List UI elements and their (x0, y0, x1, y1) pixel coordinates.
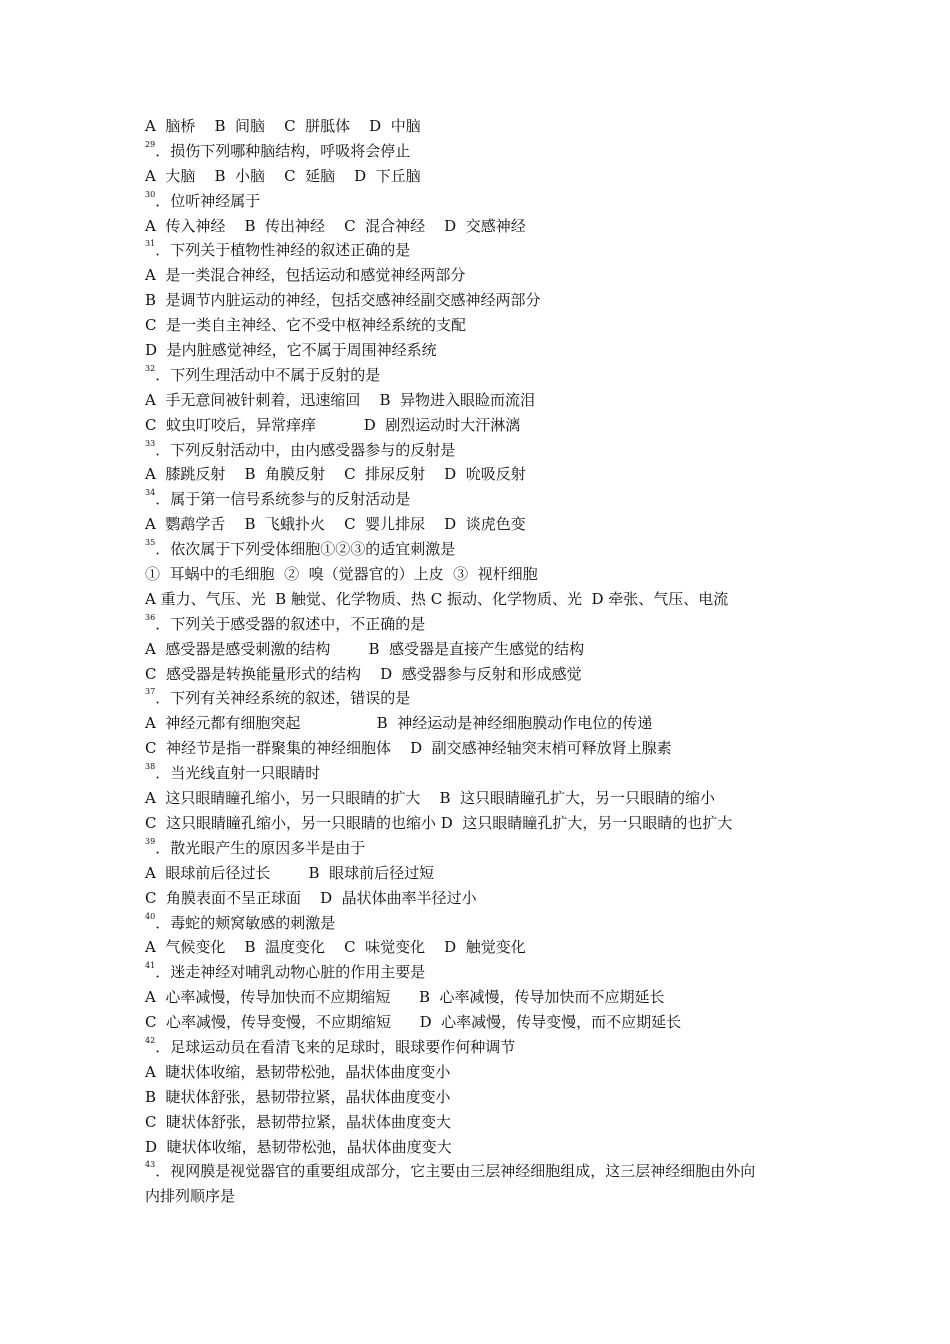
answer-options-line: A 睫状体收缩，悬韧带松弛，晶状体曲度变小 (145, 1062, 451, 1081)
question-number: 33 (145, 438, 156, 448)
question-number: 30 (145, 189, 156, 199)
answer-options-line: B 是调节内脏运动的神经，包括交感神经副交感神经两部分 (145, 291, 541, 310)
answer-options-line: A 鹦鹉学舌 B 飞蛾扑火 C 婴儿排尿 D 谈虎色变 (145, 515, 526, 534)
question-line (145, 761, 815, 786)
answer-options-line: A 是一类混合神经，包括运动和感觉神经两部分 (145, 266, 466, 285)
question-line (145, 1159, 815, 1184)
answer-options-line: A 这只眼睛瞳孔缩小，另一只眼睛的扩大 B 这只眼睛瞳孔扩大，另一只眼睛的缩小 (145, 789, 716, 808)
answer-options-line: A 重力、气压、光 B 触觉、化学物质、热 C 振动、化学物质、光 D 牵张、气压、电流 (145, 589, 729, 608)
answer-options-line: C 感受器是转换能量形式的结构 D 感受器参与反射和形成感觉 (145, 664, 582, 683)
question-text: ．迷走神经对哺乳动物心脏的作用主要是 (155, 963, 426, 982)
answer-options-line: A 神经元都有细胞突起 B 神经运动是神经细胞膜动作电位的传递 (145, 714, 653, 733)
answer-options-line: A 感受器是感受刺激的结构 B 感受器是直接产生感觉的结构 (145, 639, 585, 658)
question-text: ．下列关于感受器的叙述中，不正确的是 (155, 614, 426, 633)
answer-options-line: D 是内脏感觉神经，它不属于周围神经系统 (145, 341, 437, 360)
question-number: 41 (145, 961, 156, 971)
question-line (145, 363, 815, 388)
question-line (145, 686, 815, 711)
question-number: 31 (145, 239, 156, 249)
answer-options-line: C 睫状体舒张，悬韧带拉紧，晶状体曲度变大 (145, 1112, 452, 1131)
answer-options-line: B 睫状体舒张，悬韧带拉紧，晶状体曲度变小 (145, 1087, 451, 1106)
question-number: 29 (145, 139, 156, 149)
question-number: 43 (145, 1160, 156, 1170)
question-text: ．下列生理活动中不属于反射的是 (155, 365, 381, 384)
question-line (145, 438, 815, 463)
question-number: 42 (145, 1035, 156, 1045)
question-number: 34 (145, 488, 156, 498)
answer-options-line: C 角膜表面不呈正球面 D 晶状体曲率半径过小 (145, 888, 477, 907)
question-text: ．足球运动员在看清飞来的足球时，眼球要作何种调节 (155, 1037, 516, 1056)
question-line (145, 960, 815, 985)
question-text: ．当光线直射一只眼睛时 (155, 764, 321, 783)
question-line (145, 1035, 815, 1060)
answer-options-line: A 心率减慢，传导加快而不应期缩短 B 心率减慢，传导加快而不应期延长 (145, 988, 665, 1007)
answer-options-line: A 眼球前后径过长 B 眼球前后径过短 (145, 863, 435, 882)
question-number: 32 (145, 363, 156, 373)
question-text-continuation: 内排列顺序是 (145, 1187, 236, 1206)
question-text: ．视网膜是视觉器官的重要组成部分，它主要由三层神经细胞组成，这三层神经细胞由外向 (155, 1162, 756, 1181)
answer-options-line: A 膝跳反射 B 角膜反射 C 排尿反射 D 吮吸反射 (145, 465, 526, 484)
answer-options-line: C 神经节是指一群聚集的神经细胞体 D 副交感神经轴突末梢可释放肾上腺素 (145, 739, 672, 758)
question-line (145, 139, 815, 164)
question-text: ．属于第一信号系统参与的反射活动是 (155, 490, 411, 509)
question-text: ．下列关于植物性神经的叙述正确的是 (155, 241, 411, 260)
question-line (145, 911, 815, 936)
question-text: ．依次属于下列受体细胞①②③的适宜刺激是 (155, 540, 456, 559)
question-number: 38 (145, 762, 156, 772)
question-line (145, 487, 815, 512)
question-line (145, 836, 815, 861)
answer-options-line: A 手无意间被针刺着，迅速缩回 B 异物进入眼睑而流泪 (145, 390, 536, 409)
answer-options-line: D 睫状体收缩，悬韧带松弛，晶状体曲度变大 (145, 1137, 452, 1156)
answer-options-line: C 蚊虫叮咬后，异常痒痒 D 剧烈运动时大汗淋漓 (145, 415, 521, 434)
question-number: 35 (145, 538, 156, 548)
question-text: ．散光眼产生的原因多半是由于 (155, 838, 366, 857)
question-number: 36 (145, 612, 156, 622)
question-text: ．损伤下列哪种脑结构，呼吸将会停止 (155, 141, 411, 160)
question-number: 39 (145, 836, 156, 846)
answer-options-line: A 大脑 B 小脑 C 延脑 D 下丘脑 (145, 166, 421, 185)
document-page (145, 114, 815, 1209)
question-line (145, 189, 815, 214)
answer-options-line: C 是一类自主神经、它不受中枢神经系统的支配 (145, 316, 467, 335)
question-number: 40 (145, 911, 156, 921)
question-line (145, 612, 815, 637)
answer-options-line: A 脑桥 B 间脑 C 胼胝体 D 中脑 (145, 117, 421, 135)
question-line (145, 238, 815, 263)
question-text: ．下列有关神经系统的叙述，错误的是 (155, 689, 411, 708)
answer-options-line: A 气候变化 B 温度变化 C 味觉变化 D 触觉变化 (145, 938, 526, 957)
answer-options-line: ① 耳蜗中的毛细胞 ② 嗅（觉器官的）上皮 ③ 视杆细胞 (145, 565, 538, 584)
answer-options-line: A 传入神经 B 传出神经 C 混合神经 D 交感神经 (145, 216, 526, 235)
question-line (145, 537, 815, 562)
answer-options-line: C 心率减慢，传导变慢，不应期缩短 D 心率减慢，传导变慢，而不应期延长 (145, 1013, 682, 1032)
question-text: ．下列反射活动中，由内感受器参与的反射是 (155, 440, 456, 459)
answer-options-line: C 这只眼睛瞳孔缩小，另一只眼睛的也缩小 D 这只眼睛瞳孔扩大，另一只眼睛的也扩大 (145, 813, 733, 832)
question-text: ．位听神经属于 (155, 191, 261, 210)
question-text: ．毒蛇的颊窝敏感的刺激是 (155, 913, 336, 932)
question-number: 37 (145, 687, 156, 697)
